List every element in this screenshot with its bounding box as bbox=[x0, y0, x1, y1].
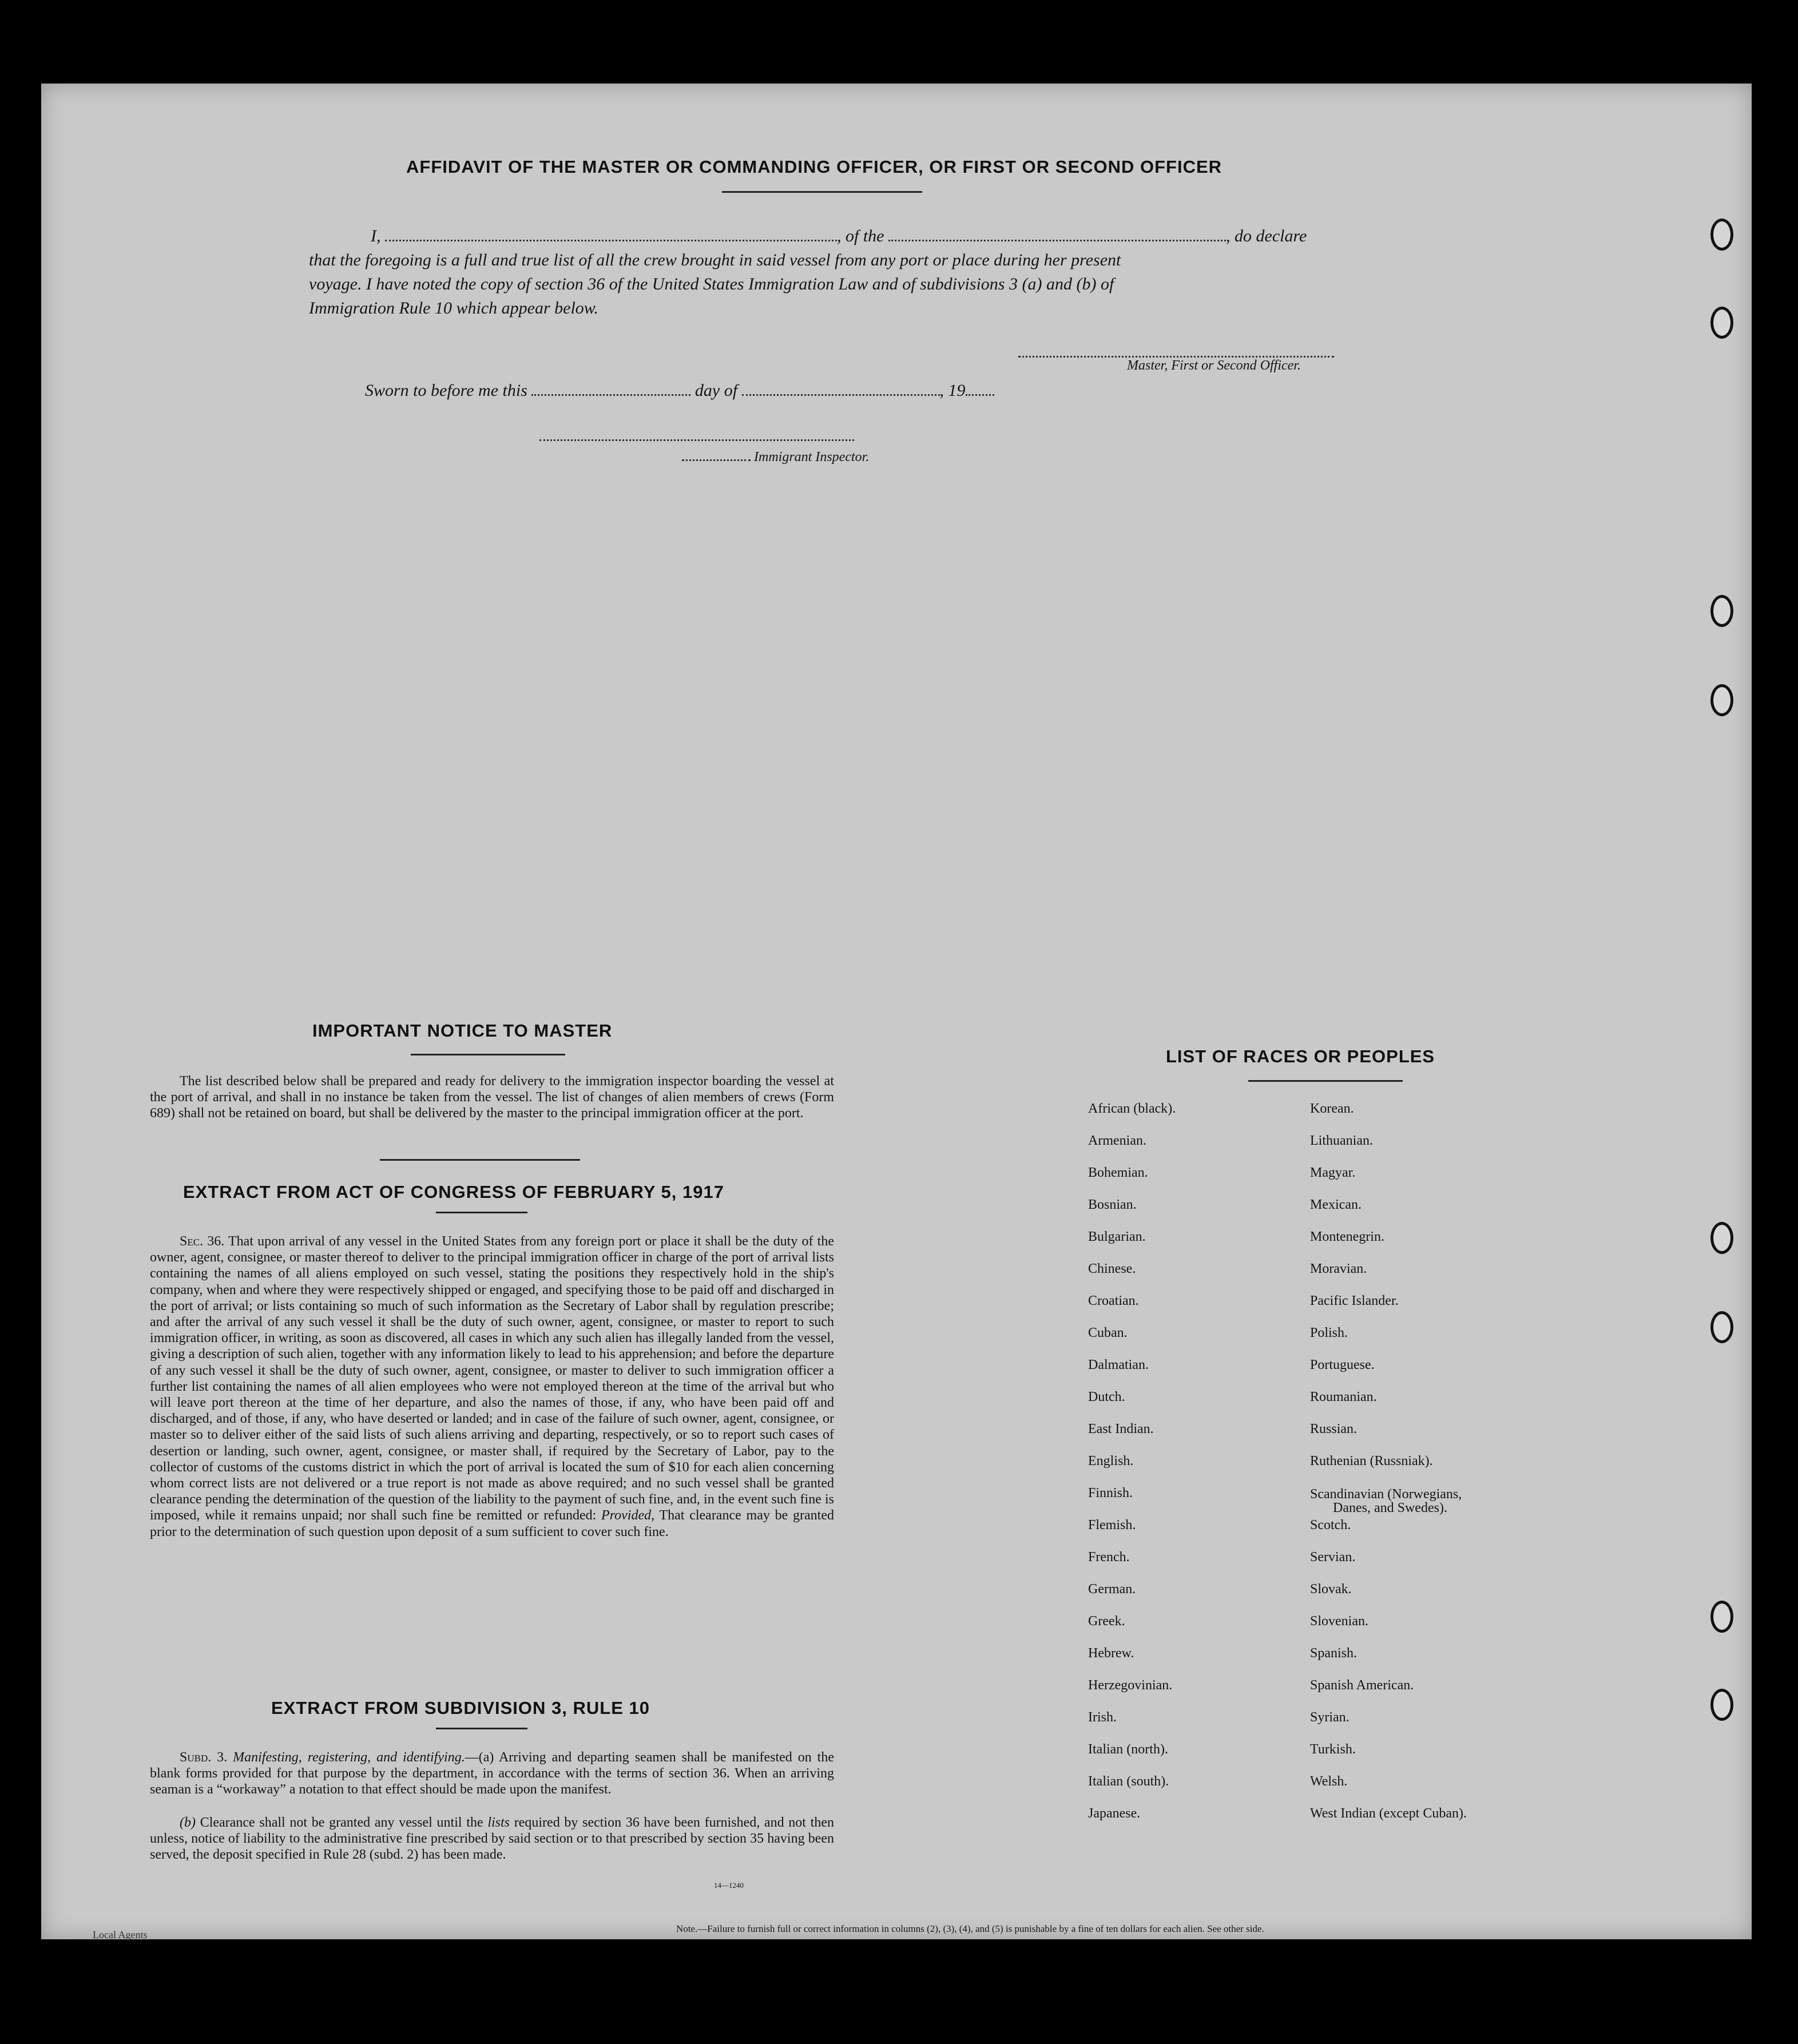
inspector-label: Immigrant Inspector. bbox=[754, 450, 870, 465]
race-item: Pacific Islander. bbox=[1310, 1293, 1399, 1308]
footer-note: Note.—Failure to furnish full or correct information in columns (2), (3), (4), and (5) is punishable by a fine of ten dollars for each alien. See other side. bbox=[676, 1923, 1264, 1934]
race-item: Chinese. bbox=[1088, 1261, 1136, 1276]
race-item: Flemish. bbox=[1088, 1518, 1136, 1533]
race-item: Roumanian. bbox=[1310, 1390, 1377, 1404]
affidavit-title-rule bbox=[722, 191, 922, 193]
affidavit-title: AFFIDAVIT OF THE MASTER OR COMMANDING OFFICER, OR FIRST OR SECOND OFFICER bbox=[406, 157, 1223, 177]
binder-hole-icon bbox=[1710, 1311, 1733, 1343]
sworn-month-blank[interactable] bbox=[742, 394, 940, 396]
race-item: Croatian. bbox=[1088, 1293, 1139, 1308]
race-item: Dutch. bbox=[1088, 1390, 1125, 1404]
race-item: Italian (south). bbox=[1088, 1774, 1169, 1789]
sworn-line: Sworn to before me this day of , 19 bbox=[365, 381, 994, 400]
race-item: African (black). bbox=[1088, 1101, 1176, 1116]
binder-hole-icon bbox=[1710, 684, 1733, 716]
race-item: East Indian. bbox=[1088, 1422, 1154, 1436]
race-item: Mexican. bbox=[1310, 1197, 1362, 1212]
binder-hole-icon bbox=[1710, 307, 1733, 339]
race-item: Bosnian. bbox=[1088, 1197, 1137, 1212]
extract-rule-b: (b) Clearance shall not be granted any vessel until the lists required by section 36 have been furnished, and not then unless, notice of liability to the administrative fine prescribed by said section or to that prescribed by section 35 having been served, the deposit specified in Rule 28 (subd. 2) has been made. bbox=[150, 1815, 835, 1863]
races-title: LIST OF RACES OR PEOPLES bbox=[1166, 1046, 1435, 1066]
race-item: Korean. bbox=[1310, 1101, 1354, 1116]
inspector-signature-line[interactable] bbox=[539, 439, 854, 441]
races-title-rule bbox=[1248, 1080, 1403, 1082]
races-left-column bbox=[1088, 1093, 1176, 1829]
extract-rule-a: Subd. 3. Manifesting, registering, and identifying.—(a) Arriving and departing seamen shall be manifested on the blank forms provided for that purpose by the department, in accordance with the terms of section 36. When an arriving seaman is a “workaway” a notation to that effect should be made upon the manifest. bbox=[150, 1750, 834, 1797]
race-item: Slovak. bbox=[1310, 1582, 1352, 1597]
affidavit-line-3: voyage. I have noted the copy of section 36 of the United States Immigration Law and of subdivisions 3 (a) and (b) of bbox=[309, 275, 1114, 293]
name-blank[interactable] bbox=[385, 240, 837, 241]
race-item: Italian (north). bbox=[1088, 1742, 1168, 1757]
notice-title-rule bbox=[411, 1054, 565, 1055]
notice-rule bbox=[380, 1159, 580, 1161]
binder-hole-icon bbox=[1710, 595, 1733, 627]
race-item: Moravian. bbox=[1310, 1261, 1367, 1276]
master-signature-line[interactable] bbox=[1018, 356, 1334, 358]
race-item: Bulgarian. bbox=[1088, 1229, 1146, 1244]
sworn-year-blank[interactable] bbox=[966, 394, 994, 396]
race-item: Russian. bbox=[1310, 1422, 1358, 1436]
inspector-signature-row bbox=[682, 450, 869, 465]
notice-title: IMPORTANT NOTICE TO MASTER bbox=[312, 1021, 613, 1041]
extract-act-body: Sec. 36. That upon arrival of any vessel in the United States from any foreign port or place it shall be the duty of the owner, agent, consignee, or master thereof to deliver to the principal immigration officer in charge of the port of arrival lists containing the names of all aliens employed on such vessel, stating the positions they respectively hold in the ship's company, when and where they were respectively shipped or engaged, and specifying those to be paid off and discharged in the port of arrival; or lists containing so much of such information as the Secretary of Labor shall by regulation prescribe; and after the arrival of any such vessel it shall be the duty of such owner, agent, consignee, or master to report to such immigration officer, in writing, as soon as discovered, all cases in which any such alien has illegally landed from the vessel, giving a description of such alien, together with any information likely to lead to his apprehension; and before the departure of any such vessel it shall be the duty of such owner, agent, consignee, or master to deliver to such immigration officer a further list containing the names of all alien employees who were not employed thereon at the time of the arrival but who will leave port thereon at the time of her departure, and also the names of those, if any, who have been paid off and discharged, and of those, if any, who have deserted or landed; and in case of the failure of such owner, agent, consignee, or master so to deliver either of the said lists of such aliens arriving and departing, respectively, or so to report such cases of desertion or landing, such owner, agent, consignee, or master shall, if required by the Secretary of Labor, pay to the collector of customs of the customs district in which the port of arrival is located the sum of $10 for each alien concerning whom correct lists are not delivered or a true report is not made as above required; and no such vessel shall be granted clearance pending the determination of the question of the liability to the payment of such fine, and, in the event such fine is imposed, while it remains unpaid; nor shall such fine be remitted or refunded: Provided, That clearance may be granted prior to the determination of such question upon deposit of a sum sufficient to cover such fine. bbox=[150, 1234, 834, 1539]
notice-body: The list described below shall be prepared and ready for delivery to the immigration inspector boarding the vessel at the port of arrival, and shall in no instance be taken from the vessel. The list of changes of alien members of crews (Form 689) shall not be retained on board, but shall be delivered by the master to the principal immigration officer at the port. bbox=[150, 1074, 834, 1121]
master-signature-label: Master, First or Second Officer. bbox=[1127, 358, 1301, 373]
form-page bbox=[41, 84, 1752, 1939]
binder-hole-icon bbox=[1710, 1601, 1733, 1633]
race-item: Magyar. bbox=[1310, 1165, 1356, 1180]
race-item: Hebrew. bbox=[1088, 1646, 1134, 1661]
affidavit-line-4: Immigration Rule 10 which appear below. bbox=[309, 299, 599, 317]
extract-rule-title-rule bbox=[436, 1728, 527, 1729]
races-right-column bbox=[1310, 1093, 1467, 1829]
race-item: English. bbox=[1088, 1454, 1134, 1468]
race-item: Slovenian. bbox=[1310, 1614, 1368, 1629]
race-item: Polish. bbox=[1310, 1325, 1348, 1340]
race-item: Irish. bbox=[1088, 1710, 1117, 1725]
race-item: West Indian (except Cuban). bbox=[1310, 1806, 1467, 1821]
race-item: German. bbox=[1088, 1582, 1136, 1597]
extract-act-title-rule bbox=[436, 1212, 527, 1213]
race-item: Japanese. bbox=[1088, 1806, 1141, 1821]
affidavit-line-2: that the foregoing is a full and true list of all the crew brought in said vessel from any port or place during her present bbox=[309, 251, 1121, 269]
race-item: Turkish. bbox=[1310, 1742, 1356, 1757]
race-item: Spanish American. bbox=[1310, 1678, 1414, 1693]
race-item: Montenegrin. bbox=[1310, 1229, 1384, 1244]
footer-left: Local Agents bbox=[93, 1929, 148, 1940]
race-item: Spanish. bbox=[1310, 1646, 1358, 1661]
race-item: Ruthenian (Russniak). bbox=[1310, 1454, 1433, 1468]
race-item: Armenian. bbox=[1088, 1133, 1146, 1148]
affidavit-line-1: I, , of the , do declare bbox=[371, 227, 1307, 245]
extract-act-title: EXTRACT FROM ACT OF CONGRESS OF FEBRUARY 5, 1917 bbox=[183, 1182, 724, 1202]
race-item-multiline: Scandinavian (Norwegians, Danes, and Swedes). bbox=[1310, 1487, 1462, 1515]
sworn-day-blank[interactable] bbox=[531, 394, 690, 396]
binder-hole-icon bbox=[1710, 1222, 1733, 1254]
race-item: Bohemian. bbox=[1088, 1165, 1148, 1180]
binder-hole-icon bbox=[1710, 1689, 1733, 1721]
race-item: Dalmatian. bbox=[1088, 1358, 1149, 1372]
form-number: 14—1240 bbox=[714, 1881, 744, 1890]
extract-rule-title: EXTRACT FROM SUBDIVISION 3, RULE 10 bbox=[271, 1698, 650, 1718]
binder-hole-icon bbox=[1710, 219, 1733, 251]
race-item: French. bbox=[1088, 1550, 1130, 1565]
race-item: Portuguese. bbox=[1310, 1358, 1375, 1372]
sec-label: Sec. 36. bbox=[180, 1234, 225, 1249]
race-item: Welsh. bbox=[1310, 1774, 1348, 1789]
race-item: Servian. bbox=[1310, 1550, 1356, 1565]
race-item: Herzegovinian. bbox=[1088, 1678, 1173, 1693]
race-item: Finnish. bbox=[1088, 1486, 1133, 1501]
race-item: Cuban. bbox=[1088, 1325, 1128, 1340]
race-item: Syrian. bbox=[1310, 1710, 1350, 1725]
race-item: Scotch. bbox=[1310, 1518, 1351, 1533]
race-item: Greek. bbox=[1088, 1614, 1125, 1629]
vessel-blank[interactable] bbox=[888, 240, 1226, 241]
race-item: Lithuanian. bbox=[1310, 1133, 1373, 1148]
